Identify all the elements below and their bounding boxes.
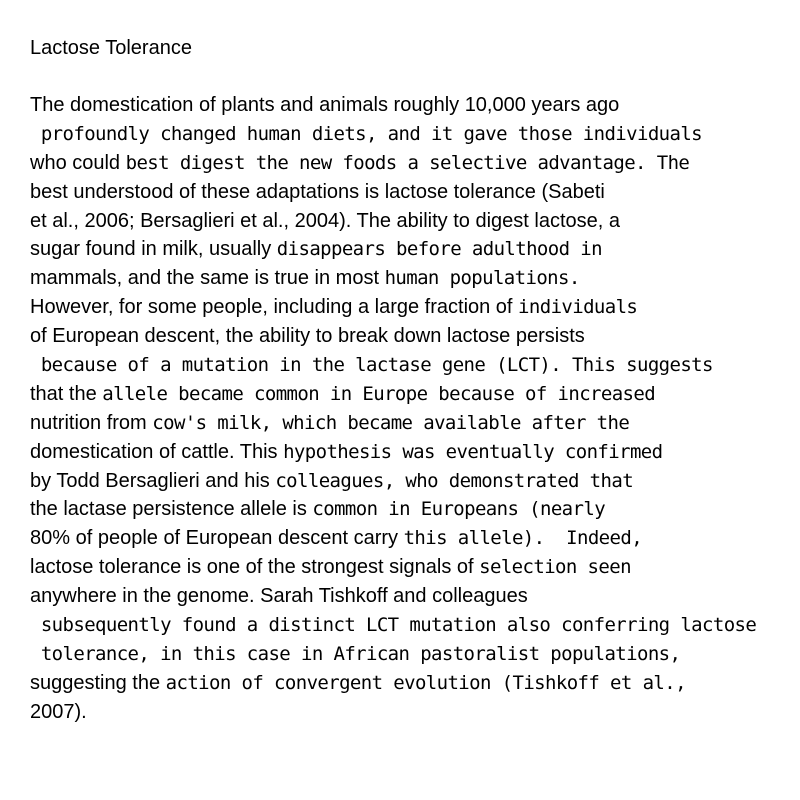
document-page [30,34,800,800]
text-segment: of European descent, the ability to break down lactose persists [30,325,585,348]
text-line [30,380,800,409]
document-title: Lactose Tolerance [30,37,192,59]
text-line [30,524,800,553]
text-segment: tolerance, in this case in African pastoralist populations, [30,642,681,665]
text-line [30,322,800,351]
document-body [30,91,800,727]
text-segment: domestication of cattle. This [30,440,284,463]
text-line [30,553,800,582]
text-line [30,409,800,438]
text-segment: al., 2004). The ability to digest lactose, a [262,209,620,232]
text-segment: common in Europeans (nearly [312,498,606,521]
text-segment: disappears before adulthood in [276,238,602,261]
text-segment: this allele). Indeed, [403,527,643,550]
text-segment: that the [30,382,103,405]
text-line [30,207,800,236]
text-segment: the lactase persistence allele is [30,498,313,521]
text-segment: sugar found in milk, usually [30,238,277,261]
text-line [30,235,800,264]
text-segment: cow's milk, which became available after the [152,411,630,434]
text-segment: these adaptations is lactose tolerance (Sabeti [201,180,605,203]
text-segment: nutrition from [30,411,153,434]
text-segment: The domestication of plants and animals roughly 10,000 years ago [30,94,620,116]
text-segment: profoundly changed human diets, and it gave those individuals [30,122,703,145]
text-segment: individuals [518,296,638,319]
text-segment: who could [30,151,126,174]
text-segment: selection seen [479,556,631,579]
text-line [30,640,800,669]
text-segment: because of a mutation in the lactase gene (LCT). This suggests [30,354,713,377]
text-line [30,467,800,496]
text-segment: lactose tolerance is one of the strongest signals of [30,556,480,579]
text-line [30,495,800,524]
text-segment: by Todd Bersaglieri and his [30,469,276,492]
text-line [30,149,800,178]
text-line [30,698,800,727]
text-segment: subsequently found a distinct LCT mutation also conferring lactose [30,614,757,637]
text-segment: anywhere in the genome. Sarah Tishkoff and colleagues [30,585,528,608]
text-segment: best digest the new foods a selective advantage. The [125,151,690,174]
text-line [30,351,800,380]
text-segment: suggesting the [30,671,166,694]
text-segment: human populations. [384,267,580,290]
text-line [30,120,800,149]
text-segment: best understood of [30,180,202,203]
text-segment: 80% of people of European descent carry [30,527,404,550]
text-segment: hypothesis was eventually confirmed [283,440,663,463]
text-segment: et al., 2006; Bersaglieri et [30,209,263,232]
text-line [30,669,800,698]
text-segment: colleagues, who demonstrated that [275,469,634,492]
text-segment: However, for some people, including a large fraction of [30,296,519,319]
text-segment: action of convergent evolution (Tishkoff et al., [165,671,686,694]
text-line [30,264,800,293]
text-line [30,91,800,120]
text-segment: 2007). [30,700,87,723]
text-line [30,611,800,640]
text-line [30,582,800,611]
text-line [30,178,800,207]
text-segment: mammals, and the same is true in most [30,267,385,290]
text-segment: allele became common in Europe because of increased [102,382,656,405]
text-line [30,293,800,322]
text-line [30,438,800,467]
